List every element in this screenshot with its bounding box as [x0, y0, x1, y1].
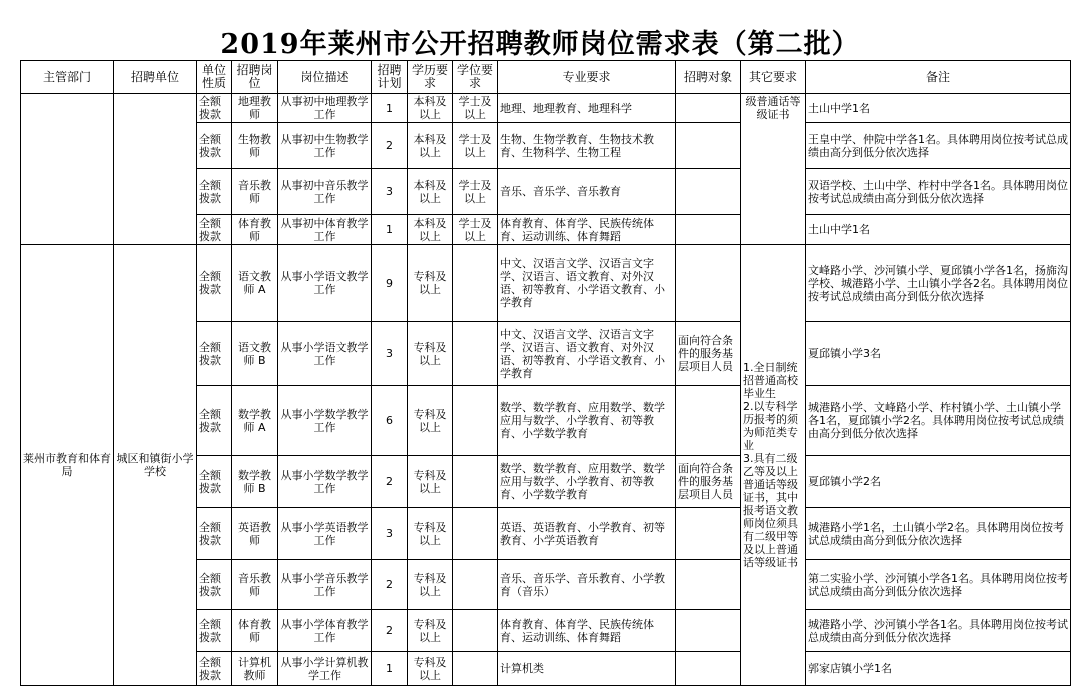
major-cell: 中文、汉语言文学、汉语言文字学、汉语言、语文教育、对外汉语、初等教育、小学语文教育、小学教育: [498, 322, 676, 386]
degree-cell: 学士及以上: [453, 123, 498, 169]
plan-cell: 6: [372, 386, 408, 456]
column-header: 招聘计划: [372, 61, 408, 94]
post-cell: 地理教师: [232, 94, 278, 123]
desc-cell: 从事小学英语教学工作: [278, 508, 372, 560]
job-table: [20, 60, 1071, 686]
nature-cell: 全额拨款: [197, 456, 232, 508]
note-cell: 土山中学1名: [806, 94, 1071, 123]
note-cell: 双语学校、土山中学、柞村中学各1名。具体聘用岗位按考试总成绩由高分到低分依次选择: [806, 169, 1071, 215]
post-cell: 语文教师 B: [232, 322, 278, 386]
plan-cell: 2: [372, 456, 408, 508]
post-cell: 语文教师 A: [232, 245, 278, 322]
plan-cell: 3: [372, 322, 408, 386]
column-header: 其它要求: [741, 61, 806, 94]
degree-cell: 学士及以上: [453, 215, 498, 245]
nature-cell: 全额拨款: [197, 322, 232, 386]
major-cell: 地理、地理教育、地理科学: [498, 94, 676, 123]
post-cell: 音乐教师: [232, 169, 278, 215]
major-cell: 体育教育、体育学、民族传统体育、运动训练、体育舞蹈: [498, 610, 676, 652]
edu-cell: 本科及以上: [408, 215, 453, 245]
edu-cell: 专科及以上: [408, 652, 453, 686]
nature-cell: 全额拨款: [197, 215, 232, 245]
desc-cell: 从事小学数学教学工作: [278, 456, 372, 508]
column-header: 招聘对象: [676, 61, 741, 94]
post-cell: 英语教师: [232, 508, 278, 560]
target-cell: [676, 215, 741, 245]
nature-cell: 全额拨款: [197, 560, 232, 610]
post-cell: 数学教师 A: [232, 386, 278, 456]
major-cell: 音乐、音乐学、音乐教育、小学教育（音乐）: [498, 560, 676, 610]
other-req-cell: 1.全日制统招普通高校毕业生 2.以专科学历报考的须为师范类专业 3.具有二级乙等及以上普通话等级证书，其中报考语文教师岗位须具有二级甲等及以上普通话等级证书: [741, 245, 806, 686]
target-cell: [676, 610, 741, 652]
post-cell: 音乐教师: [232, 560, 278, 610]
target-cell: 面向符合条件的服务基层项目人员: [676, 322, 741, 386]
nature-cell: 全额拨款: [197, 94, 232, 123]
plan-cell: 2: [372, 560, 408, 610]
edu-cell: 专科及以上: [408, 386, 453, 456]
column-header: 岗位描述: [278, 61, 372, 94]
edu-cell: 专科及以上: [408, 245, 453, 322]
major-cell: 英语、英语教育、小学教育、初等教育、小学英语教育: [498, 508, 676, 560]
desc-cell: 从事小学数学教学工作: [278, 386, 372, 456]
desc-cell: 从事小学语文教学工作: [278, 245, 372, 322]
edu-cell: 专科及以上: [408, 322, 453, 386]
column-header: 学历要求: [408, 61, 453, 94]
plan-cell: 2: [372, 610, 408, 652]
desc-cell: 从事小学体育教学工作: [278, 610, 372, 652]
note-cell: 王皇中学、仲院中学各1名。具体聘用岗位按考试总成绩由高分到低分依次选择: [806, 123, 1071, 169]
nature-cell: 全额拨款: [197, 386, 232, 456]
post-cell: 体育教师: [232, 215, 278, 245]
edu-cell: 本科及以上: [408, 94, 453, 123]
note-cell: 土山中学1名: [806, 215, 1071, 245]
note-cell: 郭家店镇小学1名: [806, 652, 1071, 686]
target-cell: [676, 94, 741, 123]
post-cell: 数学教师 B: [232, 456, 278, 508]
unit-cell: 城区和镇街小学学校: [114, 245, 197, 686]
edu-cell: 专科及以上: [408, 508, 453, 560]
note-cell: 城港路小学、文峰路小学、柞村镇小学、土山镇小学各1名，夏邱镇小学2名。具体聘用岗位按考试总成绩由高分到低分依次选择: [806, 386, 1071, 456]
post-cell: 生物教师: [232, 123, 278, 169]
desc-cell: 从事初中体育教学工作: [278, 215, 372, 245]
nature-cell: 全额拨款: [197, 508, 232, 560]
major-cell: 计算机类: [498, 652, 676, 686]
edu-cell: 本科及以上: [408, 123, 453, 169]
degree-cell: [453, 386, 498, 456]
note-cell: 夏邱镇小学2名: [806, 456, 1071, 508]
degree-cell: [453, 508, 498, 560]
desc-cell: 从事小学音乐教学工作: [278, 560, 372, 610]
desc-cell: 从事初中生物教学工作: [278, 123, 372, 169]
degree-cell: [453, 322, 498, 386]
column-header: 招聘单位: [114, 61, 197, 94]
table-row: [21, 245, 1071, 322]
edu-cell: 专科及以上: [408, 560, 453, 610]
plan-cell: 1: [372, 94, 408, 123]
post-cell: 计算机教师: [232, 652, 278, 686]
plan-cell: 1: [372, 215, 408, 245]
plan-cell: 1: [372, 652, 408, 686]
note-cell: 第二实验小学、沙河镇小学各1名。具体聘用岗位按考试总成绩由高分到低分依次选择: [806, 560, 1071, 610]
major-cell: 生物、生物学教育、生物技术教育、生物科学、生物工程: [498, 123, 676, 169]
edu-cell: 专科及以上: [408, 610, 453, 652]
major-cell: 音乐、音乐学、音乐教育: [498, 169, 676, 215]
target-cell: [676, 169, 741, 215]
column-header: 学位要求: [453, 61, 498, 94]
target-cell: [676, 508, 741, 560]
column-header: 备注: [806, 61, 1071, 94]
degree-cell: 学士及以上: [453, 94, 498, 123]
note-cell: 城港路小学1名，土山镇小学2名。具体聘用岗位按考试总成绩由高分到低分依次选择: [806, 508, 1071, 560]
desc-cell: 从事小学计算机教学工作: [278, 652, 372, 686]
target-cell: [676, 245, 741, 322]
unit-cell: [114, 94, 197, 245]
post-cell: 体育教师: [232, 610, 278, 652]
edu-cell: 本科及以上: [408, 169, 453, 215]
dept-cell: 莱州市教育和体育局: [21, 245, 114, 686]
plan-cell: 9: [372, 245, 408, 322]
other-req-cell: 级普通话等级证书: [741, 94, 806, 245]
column-header: 专业要求: [498, 61, 676, 94]
plan-cell: 3: [372, 169, 408, 215]
degree-cell: [453, 652, 498, 686]
major-cell: 中文、汉语言文学、汉语言文字学、汉语言、语文教育、对外汉语、初等教育、小学语文教育、小学教育: [498, 245, 676, 322]
desc-cell: 从事初中地理教学工作: [278, 94, 372, 123]
plan-cell: 2: [372, 123, 408, 169]
page-title: 2019年莱州市公开招聘教师岗位需求表（第二批）: [220, 29, 860, 60]
target-cell: [676, 123, 741, 169]
degree-cell: [453, 610, 498, 652]
nature-cell: 全额拨款: [197, 652, 232, 686]
target-cell: [676, 386, 741, 456]
degree-cell: [453, 245, 498, 322]
column-header: 单位性质: [197, 61, 232, 94]
column-header: 主管部门: [21, 61, 114, 94]
edu-cell: 专科及以上: [408, 456, 453, 508]
degree-cell: [453, 560, 498, 610]
major-cell: 体育教育、体育学、民族传统体育、运动训练、体育舞蹈: [498, 215, 676, 245]
note-cell: 文峰路小学、沙河镇小学、夏邱镇小学各1名，扬旆沟学校、城港路小学、土山镇小学各2名。具体聘用岗位按考试总成绩由高分到低分依次选择: [806, 245, 1071, 322]
target-cell: [676, 560, 741, 610]
column-header: 招聘岗位: [232, 61, 278, 94]
nature-cell: 全额拨款: [197, 169, 232, 215]
degree-cell: 学士及以上: [453, 169, 498, 215]
desc-cell: 从事初中音乐教学工作: [278, 169, 372, 215]
header-row: [21, 61, 1071, 94]
degree-cell: [453, 456, 498, 508]
major-cell: 数学、数学教育、应用数学、数学应用与数学、小学教育、初等教育、小学数学教育: [498, 456, 676, 508]
note-cell: 夏邱镇小学3名: [806, 322, 1071, 386]
dept-cell: [21, 94, 114, 245]
nature-cell: 全额拨款: [197, 123, 232, 169]
desc-cell: 从事小学语文教学工作: [278, 322, 372, 386]
note-cell: 城港路小学、沙河镇小学各1名。具体聘用岗位按考试总成绩由高分到低分依次选择: [806, 610, 1071, 652]
target-cell: 面向符合条件的服务基层项目人员: [676, 456, 741, 508]
table-row: [21, 94, 1071, 123]
major-cell: 数学、数学教育、应用数学、数学应用与数学、小学教育、初等教育、小学数学教育: [498, 386, 676, 456]
nature-cell: 全额拨款: [197, 610, 232, 652]
target-cell: [676, 652, 741, 686]
plan-cell: 3: [372, 508, 408, 560]
nature-cell: 全额拨款: [197, 245, 232, 322]
